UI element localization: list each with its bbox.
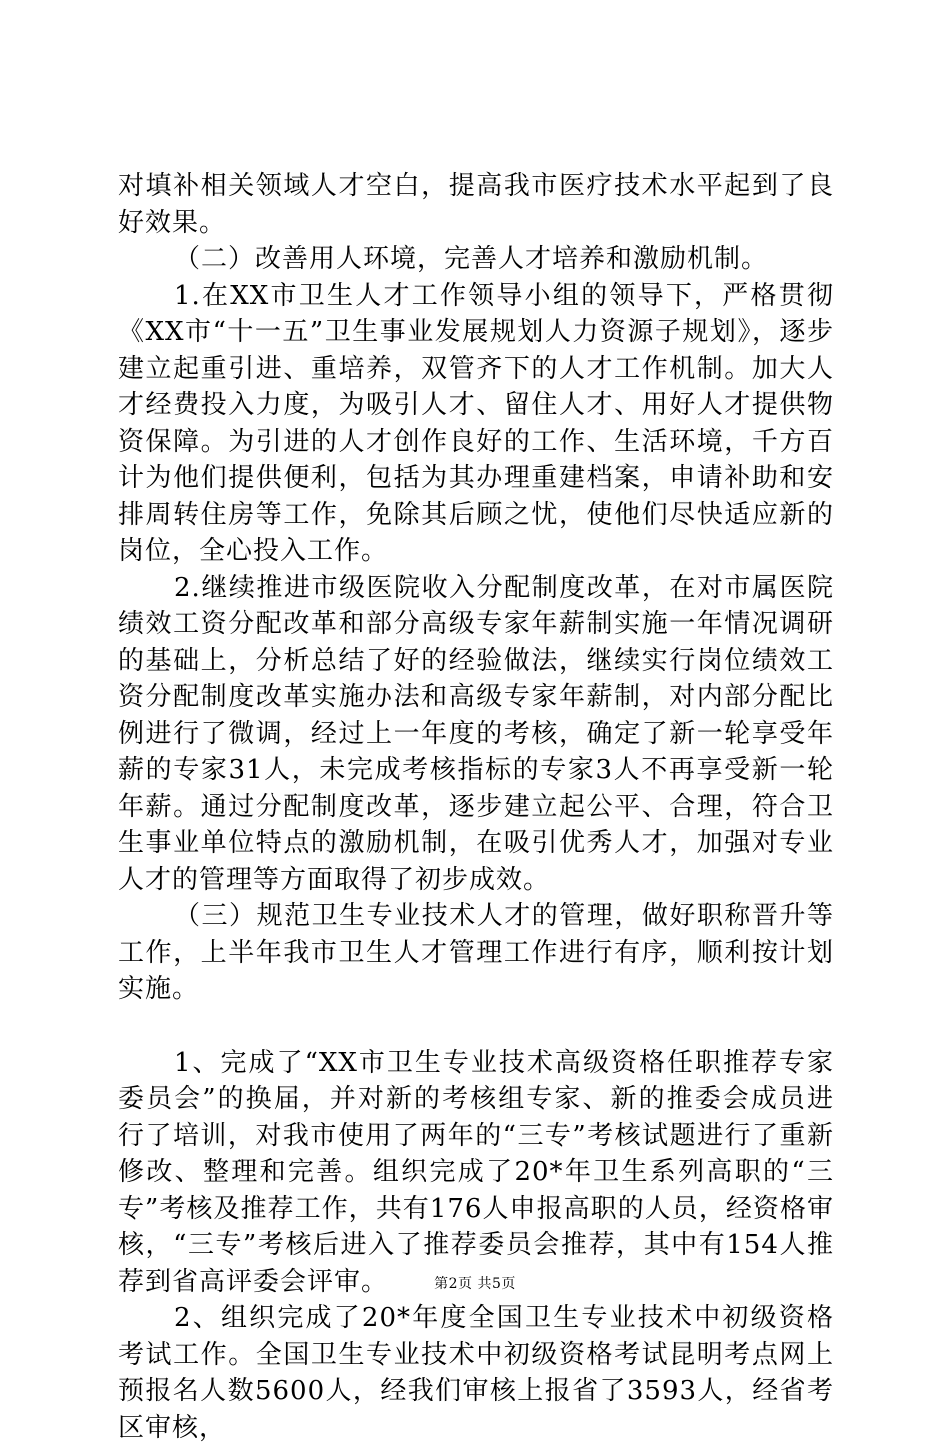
- page-number-footer: 第2页 共5页: [434, 1276, 516, 1292]
- paragraph-item-3-2: 2、组织完成了20*年度全国卫生专业技术中初级资格考试工作。全国卫生专业技术中初级资格考试昆明考点网上预报名人数5600人，经我们审核上报省了3593人，经省考区审核，: [118, 1303, 834, 1443]
- paragraph-continuation: 对填补相关领域人才空白，提高我市医疗技术水平起到了良好效果。: [118, 171, 834, 238]
- paragraph-item-2-2: 2.继续推进市级医院收入分配制度改革，在对市属医院绩效工资分配改革和部分高级专家年薪制实施一年情况调研的基础上，分析总结了好的经验做法，继续实行岗位绩效工资分配制度改革实施办法和高级专家年薪制，对内部分配比例进行了微调，经过上一年度的考核，确定了新一轮享受年薪的专家31人，未完成考核指标的专家3人不再享受新一轮年薪。通过分配制度改革，逐步建立起公平、合理，符合卫生事业单位特点的激励机制，在吸引优秀人才，加强对专业人才的管理等方面取得了初步成效。: [118, 572, 834, 895]
- section-heading-3: （三）规范卫生专业技术人才的管理，做好职称晋升等工作，上半年我市卫生人才管理工作进行有序，顺利按计划实施。: [118, 901, 834, 1004]
- blank-line: [118, 1008, 834, 1045]
- paragraph-item-2-1: 1.在XX市卫生人才工作领导小组的领导下，严格贯彻《XX市“十一五”卫生事业发展规划人力资源子规划》，逐步建立起重引进、重培养，双管齐下的人才工作机制。加大人才经费投入力度，为吸引人才、留住人才、用好人才提供物资保障。为引进的人才创作良好的工作、生活环境，千方百计为他们提供便利，包括为其办理重建档案，申请补助和安排周转住房等工作，免除其后顾之忧，使他们尽快适应新的岗位，全心投入工作。: [118, 280, 834, 566]
- document-body: [118, 168, 834, 1446]
- paragraph-item-3-1: 1、完成了“XX市卫生专业技术高级资格任职推荐专家委员会”的换届，并对新的考核组专家、新的推委会成员进行了培训，对我市使用了两年的“三专”考核试题进行了重新修改、整理和完善。组织完成了20*年卫生系列高职的“三专”考核及推荐工作，共有176人申报高职的人员，经资格审核，“三专”考核后进入了推荐委员会推荐，其中有154人推荐到省高评委会评审。: [118, 1047, 834, 1297]
- section-heading-2: （二）改善用人环境，完善人才培养和激励机制。: [174, 244, 769, 274]
